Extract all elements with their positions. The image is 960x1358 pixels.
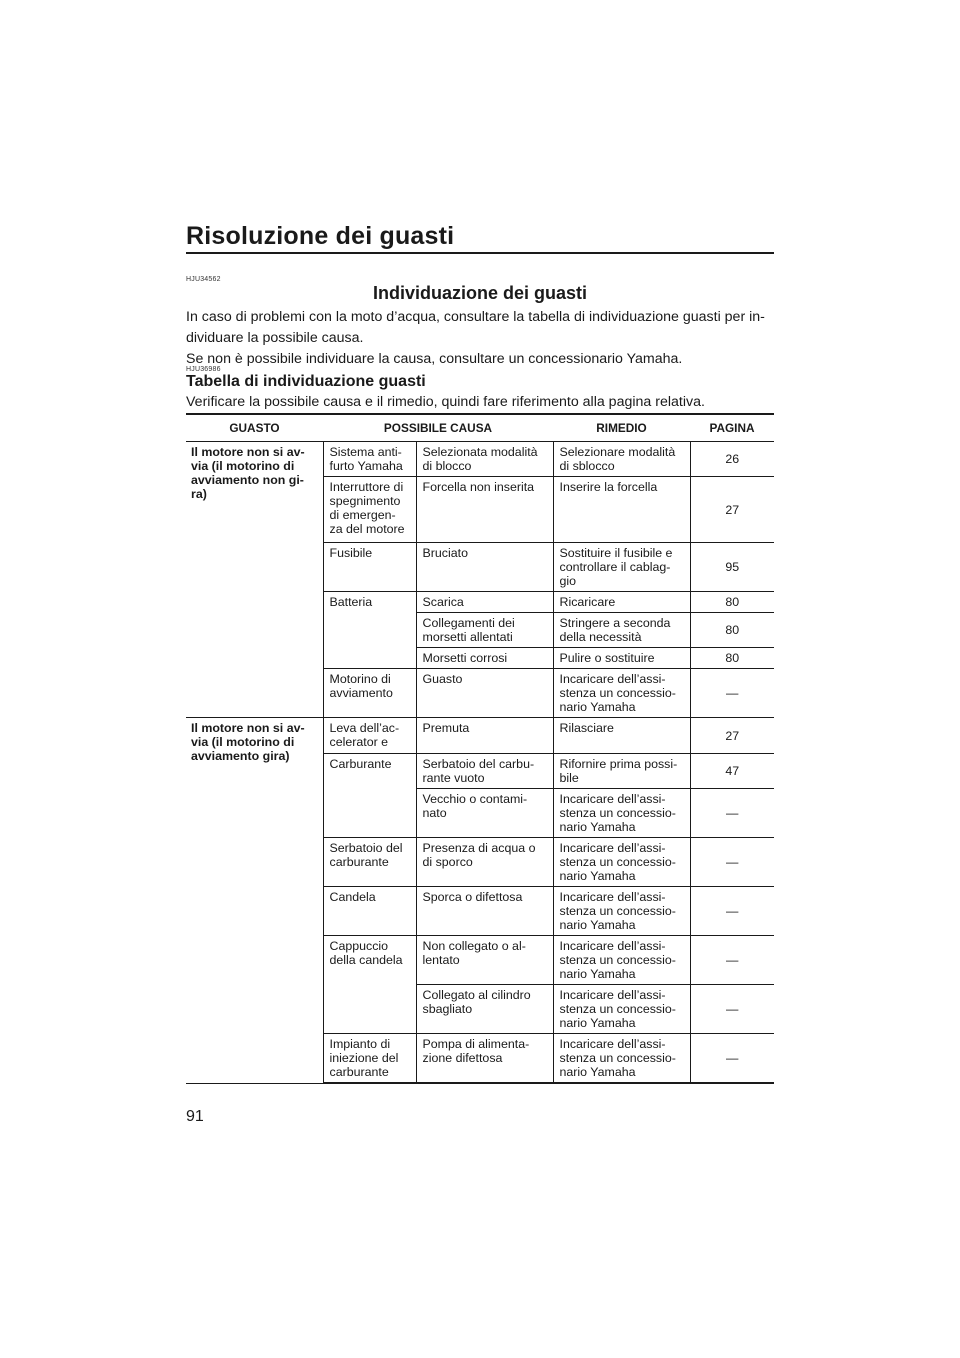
cause-cell-text: Serbatoio del carbu- rante vuoto bbox=[422, 757, 535, 785]
subsection-text: Verificare la possibile causa e il rimedio, quindi fare riferimento alla pagina relativa. bbox=[186, 394, 705, 410]
component-cell bbox=[323, 477, 416, 543]
cause-cell bbox=[416, 789, 553, 838]
page-cell-text: — bbox=[726, 1002, 739, 1016]
header-remedy: RIMEDIO bbox=[553, 414, 690, 442]
page-cell-text: — bbox=[726, 686, 739, 700]
component-cell-text: Candela bbox=[329, 890, 376, 904]
cause-cell-text: Forcella non inserita bbox=[422, 480, 535, 494]
component-cell-text: Batteria bbox=[329, 595, 373, 609]
page-cell bbox=[690, 789, 774, 838]
page-cell-text: 27 bbox=[725, 502, 740, 517]
remedy-cell-text: Selezionare modalità di sblocco bbox=[559, 445, 676, 473]
remedy-cell bbox=[553, 718, 690, 754]
cause-cell bbox=[416, 442, 553, 477]
cause-cell bbox=[416, 592, 553, 613]
remedy-cell bbox=[553, 887, 690, 936]
page-cell-text: — bbox=[726, 953, 739, 967]
component-cell-text: Impianto di iniezione del carburante bbox=[329, 1037, 399, 1079]
intro-text bbox=[186, 307, 776, 370]
section-title: Individuazione dei guasti bbox=[372, 283, 588, 303]
page-cell bbox=[690, 543, 774, 592]
remedy-cell-text: Pulire o sostituire bbox=[559, 651, 655, 665]
chapter-title: Risoluzione dei guasti bbox=[186, 222, 455, 250]
page-cell bbox=[690, 592, 774, 613]
page-cell bbox=[690, 718, 774, 754]
page-cell bbox=[690, 887, 774, 936]
component-cell-text: Serbatoio del carburante bbox=[329, 841, 403, 869]
cause-cell-text: Non collegato o al- lentato bbox=[422, 939, 526, 967]
component-cell bbox=[323, 838, 416, 887]
page-cell-text: — bbox=[726, 855, 739, 869]
remedy-cell bbox=[553, 477, 690, 543]
page-cell bbox=[690, 477, 774, 543]
remedy-cell bbox=[553, 442, 690, 477]
remedy-cell-text: Incaricare dell’assi- stenza un concessio- nario Yamaha bbox=[559, 841, 676, 883]
cause-cell bbox=[416, 648, 553, 669]
component-cell-text: Sistema anti- furto Yamaha bbox=[329, 445, 403, 473]
cause-cell bbox=[416, 613, 553, 648]
page-number: 91 bbox=[186, 1108, 204, 1125]
subsection-code: HJU36986 bbox=[186, 366, 221, 373]
remedy-cell bbox=[553, 985, 690, 1034]
cause-cell-text: Collegamenti dei morsetti allentati bbox=[422, 616, 515, 644]
component-cell bbox=[323, 592, 416, 669]
remedy-cell-text: Incaricare dell’assi- stenza un concessio- nario Yamaha bbox=[559, 939, 676, 981]
cause-cell-text: Collegato al cilindro sbagliato bbox=[422, 988, 531, 1016]
intro-line: dividuare la possibile causa. bbox=[186, 330, 364, 346]
remedy-cell bbox=[553, 613, 690, 648]
cause-cell-text: Vecchio o contami- nato bbox=[422, 792, 528, 820]
page-cell-text: 80 bbox=[725, 651, 740, 665]
page-cell-text: 80 bbox=[725, 623, 740, 637]
page-cell-text: 27 bbox=[725, 728, 740, 743]
cause-cell-text: Premuta bbox=[422, 721, 470, 735]
page-cell-text: 47 bbox=[725, 764, 740, 778]
page-cell-text: — bbox=[726, 904, 739, 918]
cause-cell-text: Sporca o difettosa bbox=[422, 890, 523, 904]
remedy-cell-text: Sostituire il fusibile e controllare il cablag- gio bbox=[559, 546, 673, 588]
cause-cell bbox=[416, 985, 553, 1034]
component-cell bbox=[323, 442, 416, 477]
subsection-title: Tabella di individuazione guasti bbox=[186, 373, 426, 390]
fault-cell-text: Il motore non si av- via (il motorino di avviamento non gi- ra) bbox=[191, 445, 305, 501]
cause-cell bbox=[416, 1034, 553, 1084]
header-cause: POSSIBILE CAUSA bbox=[323, 414, 553, 442]
remedy-cell-text: Incaricare dell’assi- stenza un concessio- nario Yamaha bbox=[559, 672, 676, 714]
remedy-cell-text: Incaricare dell’assi- stenza un concessio- nario Yamaha bbox=[559, 890, 676, 932]
table-row bbox=[186, 442, 774, 477]
cause-cell bbox=[416, 543, 553, 592]
section-code: HJU34562 bbox=[186, 276, 221, 283]
cause-cell bbox=[416, 887, 553, 936]
component-cell-text: Motorino di avviamento bbox=[329, 672, 393, 700]
fault-cell bbox=[186, 718, 323, 1084]
cause-cell bbox=[416, 669, 553, 718]
remedy-cell bbox=[553, 669, 690, 718]
page-cell bbox=[690, 442, 774, 477]
component-cell bbox=[323, 887, 416, 936]
fault-cell bbox=[186, 442, 323, 718]
component-cell-text: Fusibile bbox=[329, 546, 373, 560]
page-cell bbox=[690, 838, 774, 887]
cause-cell-text: Selezionata modalità di blocco bbox=[422, 445, 538, 473]
table-row bbox=[186, 718, 774, 754]
component-cell bbox=[323, 1034, 416, 1084]
fault-cell-text: Il motore non si av- via (il motorino di avviamento gira) bbox=[191, 721, 305, 763]
remedy-cell bbox=[553, 838, 690, 887]
cause-cell bbox=[416, 477, 553, 543]
remedy-cell-text: Stringere a seconda della necessità bbox=[559, 616, 671, 644]
page-cell bbox=[690, 754, 774, 789]
page-cell-text: — bbox=[726, 806, 739, 820]
remedy-cell bbox=[553, 936, 690, 985]
remedy-cell bbox=[553, 789, 690, 838]
cause-cell-text: Guasto bbox=[422, 672, 463, 686]
page-cell bbox=[690, 648, 774, 669]
page-cell-text: 80 bbox=[725, 595, 740, 609]
component-cell-text: Carburante bbox=[329, 757, 392, 771]
cause-cell bbox=[416, 936, 553, 985]
cause-cell bbox=[416, 754, 553, 789]
page-cell-text: — bbox=[726, 1051, 739, 1065]
page-cell bbox=[690, 1034, 774, 1084]
troubleshooting-table bbox=[186, 413, 774, 1084]
remedy-cell bbox=[553, 543, 690, 592]
component-cell-text: Interruttore di spegnimento di emergen- za del motore bbox=[329, 480, 405, 536]
component-cell bbox=[323, 936, 416, 1034]
remedy-cell bbox=[553, 754, 690, 789]
chapter-rule bbox=[186, 252, 774, 254]
component-cell-text: Leva dell’ac- celerator e bbox=[329, 721, 400, 749]
table-header-row bbox=[186, 414, 774, 442]
component-cell bbox=[323, 543, 416, 592]
remedy-cell-text: Incaricare dell’assi- stenza un concessio- nario Yamaha bbox=[559, 792, 676, 834]
remedy-cell-text: Incaricare dell’assi- stenza un concessio- nario Yamaha bbox=[559, 1037, 676, 1079]
remedy-cell bbox=[553, 648, 690, 669]
page-cell bbox=[690, 936, 774, 985]
page-cell bbox=[690, 669, 774, 718]
header-fault: GUASTO bbox=[186, 414, 323, 442]
remedy-cell bbox=[553, 592, 690, 613]
cause-cell bbox=[416, 838, 553, 887]
header-page: PAGINA bbox=[690, 414, 774, 442]
intro-line: In caso di problemi con la moto d’acqua, consultare la tabella di individuazione guasti per in- bbox=[186, 309, 765, 325]
cause-cell-text: Morsetti corrosi bbox=[422, 651, 508, 665]
component-cell bbox=[323, 669, 416, 718]
remedy-cell bbox=[553, 1034, 690, 1084]
remedy-cell-text: Rifornire prima possi- bile bbox=[559, 757, 678, 785]
remedy-cell-text: Ricaricare bbox=[559, 595, 616, 609]
cause-cell bbox=[416, 718, 553, 754]
remedy-cell-text: Rilasciare bbox=[559, 721, 614, 735]
cause-cell-text: Pompa di alimenta- zione difettosa bbox=[422, 1037, 530, 1065]
remedy-cell-text: Inserire la forcella bbox=[559, 480, 658, 494]
remedy-cell-text: Incaricare dell’assi- stenza un concessio- nario Yamaha bbox=[559, 988, 676, 1030]
cause-cell-text: Bruciato bbox=[422, 546, 468, 560]
intro-line: Se non è possibile individuare la causa, consultare un concessionario Yamaha. bbox=[186, 351, 683, 367]
component-cell bbox=[323, 754, 416, 838]
page-cell-text: 95 bbox=[725, 560, 740, 574]
cause-cell-text: Presenza di acqua o di sporco bbox=[422, 841, 536, 869]
cause-cell-text: Scarica bbox=[422, 595, 464, 609]
page-cell-text: 26 bbox=[725, 452, 740, 466]
component-cell-text: Cappuccio della candela bbox=[329, 939, 403, 967]
page-cell bbox=[690, 985, 774, 1034]
page-cell bbox=[690, 613, 774, 648]
component-cell bbox=[323, 718, 416, 754]
